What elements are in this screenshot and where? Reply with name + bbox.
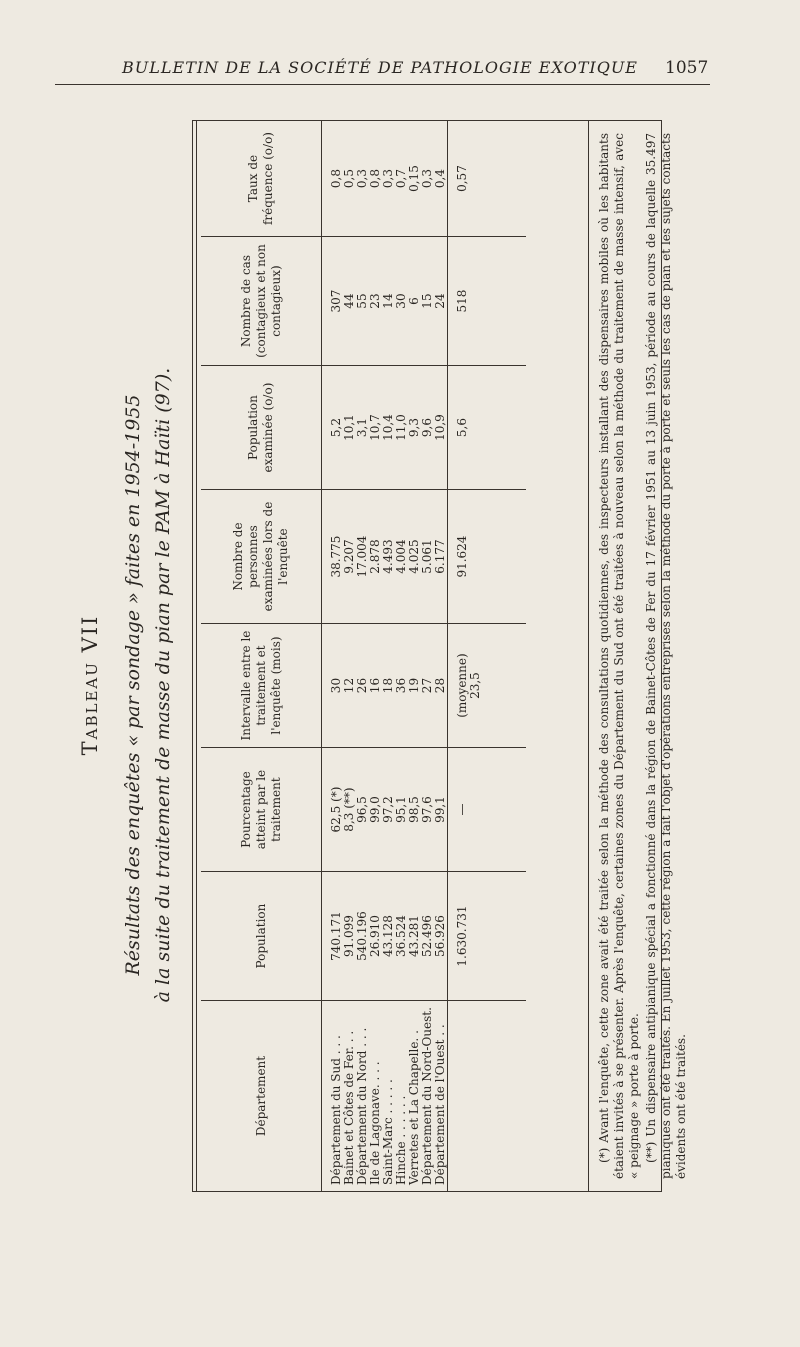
table-cell: 30 [329,677,343,694]
table-label: Tableau VII [78,614,102,756]
table-cell: 91.099 [342,915,356,958]
table-cell: 15 [420,293,434,309]
table-cell: 10,4 [381,414,395,441]
table-cell: 19 [407,677,421,694]
header-departement: Département [201,1001,322,1191]
table-cell: 9,6 [420,418,434,438]
table-cell: 55 [355,293,369,309]
table-cell: 8,3 (**) [342,787,356,832]
table-cell: 52.496 [420,915,434,958]
table-cell: 17.004 [355,535,369,578]
totals-row [448,121,527,1191]
total-intervalle [448,624,527,748]
table-cell: 38.775 [329,535,343,578]
table-cell: 36 [394,677,408,694]
total-personnes: 91.624 [448,490,527,624]
table-cell: Département du Nord . . . [355,1027,369,1185]
table-cell: 43.281 [407,915,421,958]
table-cell: 28 [433,677,447,694]
total-intervalle-value: 23,5 [468,672,482,699]
caption-line-2: à la suite du traitement de masse du pian par le PAM à Haïti (97). [152,367,174,1003]
table-cell: 10,1 [342,414,356,441]
rotated-table [70,100,688,1270]
column-taux [322,121,448,237]
table-cell: 95,1 [394,796,408,823]
table-cell: 0,15 [407,165,421,192]
table-cell: Ile de Lagonave. . . . [368,1061,382,1185]
table-cell: Département du Nord-Ouest. [420,1007,434,1185]
table-cell: 44 [342,293,356,309]
table-cell: 26.910 [368,915,382,958]
total-pop-examinee: 5,6 [448,366,527,490]
table-cell: 4.004 [394,539,408,574]
table-cell: Département de l'Ouest . . [433,1024,447,1185]
table-cell: 0,7 [394,168,408,189]
column-departement [322,1001,448,1191]
table-cell: 16 [368,677,382,694]
table-notes [588,121,691,1191]
table-cell: 99,1 [433,796,447,823]
total-cas: 518 [448,237,527,366]
table-cell: 3,1 [355,418,369,438]
table-cell: 4.025 [407,539,421,574]
table-cell: 56.926 [433,915,447,958]
table-cell: Saint-Marc . . . . . [381,1079,395,1185]
table-cell: 6.177 [433,539,447,574]
table-cell: 0,3 [420,168,434,189]
running-head [0,0,800,95]
note-2: (**) Un dispensaire antipianique spécial a fonctionné dans la région de Bainet-Côtes de Fer du 17 février 1951 au 13 juin 1953, période au cours de laquelle 35.497 pianiques ont été traités. En juillet 1953, cette région a fait l'objet d'opérations entreprises selon la méthode du porte à porte et seuls les cas de pian et les sujets contacts évidents ont été traités. [644,133,688,1179]
table-cell: Bainet et Côtes de Fer. . . [342,1030,356,1185]
column-pop-examinee [322,366,448,490]
table-cell: 99,0 [368,796,382,823]
table-cell: 98,5 [407,796,421,823]
table-cell: Département du Sud . . . [329,1035,343,1185]
table-cell: 24 [433,293,447,309]
table-cell: 26 [355,677,369,694]
table-cell: 0,5 [342,168,356,189]
column-pourcentage [322,748,448,872]
table-cell: 14 [381,293,395,309]
table-cell: 9,3 [407,418,421,438]
page-number: 1057 [665,58,709,78]
rotated-table-area [70,100,688,1270]
table-cell: 96,5 [355,796,369,823]
table-cell: 10,7 [368,414,382,441]
table-cell: Hinche . . . . . . [394,1095,408,1185]
table-cell: 0,3 [381,168,395,189]
table-cell: 0,8 [368,168,382,189]
total-pourcentage: — [448,748,527,872]
table-cell: 97,2 [381,796,395,823]
note-1: (*) Avant l'enquête, cette zone avait été traitée selon la méthode des consultations quotidiennes, des inspecteurs installant des dispensaires mobiles où les habitants étaient invités à se présenter. Après l'enquête, certaines zones du Département du Sud ont été traitées à nouveau selon la méthode du traitement de masse intensif, avec « peignage » porte à porte. [597,133,641,1179]
table-cell: 307 [329,289,343,313]
column-personnes [322,490,448,624]
table-header-row [201,121,322,1191]
table-cell: 740.171 [329,911,343,961]
caption-line-1: Résultats des enquêtes « par sondage » faites en 1954-1955 [122,394,144,976]
total-taux: 0,57 [448,121,527,237]
header-taux: Taux de fréquence (o/o) [201,121,322,237]
column-cas [322,237,448,366]
header-population: Population [201,872,322,1001]
table-cell: 0,3 [355,168,369,189]
table-cell: Verretes et La Chapelle. . [407,1030,421,1185]
column-population [322,872,448,1001]
journal-title: BULLETIN DE LA SOCIÉTÉ DE PATHOLOGIE EXOTIQUE [122,58,638,77]
header-cas: Nombre de cas (contagieux et non contagieux) [201,237,322,366]
table-cell: 2.878 [368,539,382,574]
table-body-row [322,121,448,1191]
table-cell: 9.207 [342,539,356,574]
table-cell: 43.128 [381,915,395,958]
header-intervalle: Intervalle entre le traitement et l'enquête (mois) [201,624,322,748]
table-cell: 10,9 [433,414,447,441]
header-pourcentage: Pourcentage atteint par le traitement [201,748,322,872]
table-caption [118,140,178,1230]
data-table-box [192,120,688,1192]
table-cell: 27 [420,677,434,694]
table-cell: 6 [407,297,421,305]
table-cell: 97,6 [420,796,434,823]
table-cell: 30 [394,293,408,309]
table-cell: 0,8 [329,168,343,189]
table-cell: 62,5 (*) [329,786,343,833]
table-cell: 5.061 [420,539,434,574]
table-cell: 4.493 [381,539,395,574]
totals-label [448,1001,527,1191]
header-rule [55,84,710,85]
data-table [201,121,526,1191]
table-cell: 12 [342,677,356,694]
column-intervalle [322,624,448,748]
table-cell: 11,0 [394,414,408,441]
header-pop-examinee: Population examinée (o/o) [201,366,322,490]
table-cell: 36.524 [394,915,408,958]
table-cell: 0,4 [433,168,447,189]
total-intervalle-label: (moyenne) [455,653,469,718]
table-cell: 18 [381,677,395,694]
table-cell: 23 [368,293,382,309]
total-population: 1.630.731 [448,872,527,1001]
table-cell: 540.196 [355,911,369,961]
table-cell: 5,2 [329,418,343,438]
header-personnes: Nombre de personnes examinées lors de l'enquête [201,490,322,624]
